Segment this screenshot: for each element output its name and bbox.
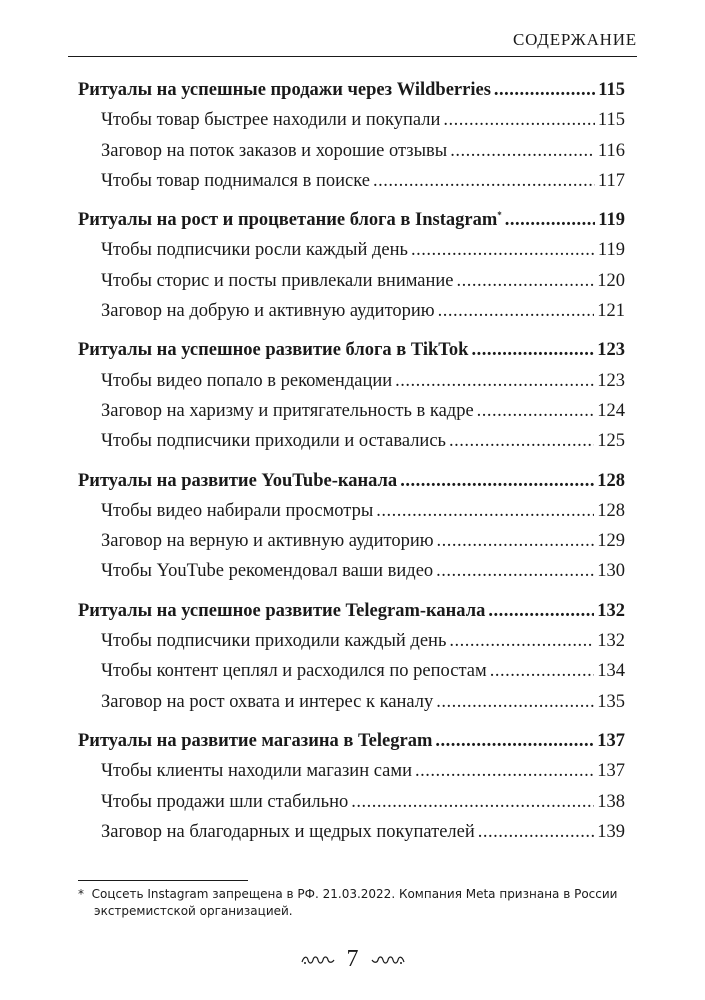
entry-title: Чтобы клиенты находили магазин сами: [101, 761, 412, 782]
dot-leader: [435, 726, 594, 756]
entry-page: 125: [597, 431, 625, 452]
chapter-page: 115: [598, 80, 625, 100]
entry-title: Чтобы видео попало в рекомендации: [101, 370, 393, 391]
toc-entry[interactable]: [78, 105, 625, 135]
chapter-page: 128: [597, 470, 625, 491]
entry-page: 123: [597, 370, 625, 391]
flourish-left-icon: [301, 954, 335, 966]
toc-entry[interactable]: [78, 756, 625, 786]
toc-chapter-entry[interactable]: [78, 205, 625, 235]
table-of-contents: [78, 75, 625, 856]
dot-leader: [373, 166, 595, 196]
dot-leader: [488, 596, 594, 626]
footnote-rule: [78, 880, 248, 881]
dot-leader: [437, 526, 595, 556]
toc-entry[interactable]: [78, 556, 625, 586]
toc-chapter-entry[interactable]: [78, 596, 625, 626]
entry-page: 116: [597, 140, 625, 161]
toc-entry[interactable]: [78, 687, 625, 717]
toc-section: [78, 726, 625, 847]
entry-page: 115: [597, 110, 625, 131]
toc-entry[interactable]: [78, 296, 625, 326]
running-title: СОДЕРЖАНИЕ: [512, 30, 637, 49]
entry-page: 119: [597, 240, 625, 261]
toc-section: [78, 466, 625, 587]
header-rule: [68, 56, 637, 57]
entry-title: Заговор на благодарных и щедрых покупателей: [101, 821, 475, 842]
dot-leader: [449, 626, 594, 656]
entry-title: Чтобы подписчики приходили и оставались: [101, 431, 446, 452]
toc-entry[interactable]: [78, 526, 625, 556]
chapter-title: Ритуалы на успешные продажи через Wildberries: [78, 80, 491, 100]
dot-leader: [443, 105, 595, 135]
entry-title: Заговор на харизму и притягательность в кадре: [101, 400, 474, 421]
chapter-title: Ритуалы на развитие магазина в Telegram: [78, 730, 433, 751]
entry-title: Заговор на поток заказов и хорошие отзывы: [101, 140, 448, 161]
entry-title: Заговор на добрую и активную аудиторию: [101, 301, 435, 322]
chapter-page: 132: [597, 600, 625, 621]
entry-page: 129: [597, 531, 625, 552]
toc-entry[interactable]: [78, 787, 625, 817]
toc-chapter-entry[interactable]: [78, 466, 625, 496]
dot-leader: [376, 496, 594, 526]
toc-entry[interactable]: [78, 817, 625, 847]
entry-title: Чтобы YouTube рекомендовал ваши видео: [101, 561, 434, 582]
entry-title: Чтобы продажи шли стабильно: [101, 791, 349, 812]
entry-title: Чтобы подписчики росли каждый день: [101, 240, 408, 261]
toc-entry[interactable]: [78, 426, 625, 456]
toc-section: [78, 75, 625, 196]
chapter-page: 119: [598, 210, 625, 231]
dot-leader: [457, 266, 595, 296]
page-number: 7: [346, 946, 359, 972]
toc-chapter-entry[interactable]: [78, 75, 625, 105]
chapter-title: Ритуалы на успешное развитие Telegram-канала: [78, 600, 486, 621]
entry-page: 135: [597, 691, 625, 712]
flourish-right-icon: [371, 954, 405, 966]
dot-leader: [478, 817, 595, 847]
entry-page: 117: [597, 170, 625, 191]
toc-section: [78, 205, 625, 326]
chapter-title-wrap: [78, 205, 502, 235]
dot-leader: [415, 756, 594, 786]
dot-leader: [411, 235, 595, 265]
dot-leader: [395, 366, 594, 396]
dot-leader: [450, 136, 595, 166]
dot-leader: [436, 687, 594, 717]
dot-leader: [490, 656, 595, 686]
page-footer: [0, 946, 705, 973]
dot-leader: [477, 396, 595, 426]
entry-title: Чтобы товар поднимался в поиске: [101, 170, 370, 191]
entry-page: 138: [597, 791, 625, 812]
dot-leader: [494, 75, 595, 105]
entry-title: Заговор на рост охвата и интерес к каналу: [101, 691, 434, 712]
entry-page: 124: [597, 400, 625, 421]
entry-title: Чтобы видео набирали просмотры: [101, 500, 374, 521]
toc-section: [78, 335, 625, 456]
dot-leader: [400, 466, 594, 496]
chapter-page: 123: [597, 340, 625, 361]
entry-title: Чтобы контент цеплял и расходился по репостам: [101, 661, 487, 682]
footnote-marker: *: [497, 210, 502, 221]
toc-chapter-entry[interactable]: [78, 726, 625, 756]
footnote-marker: *: [78, 887, 84, 901]
entry-page: 132: [597, 631, 625, 652]
entry-page: 121: [597, 301, 625, 322]
entry-page: 134: [597, 661, 625, 682]
entry-page: 137: [597, 761, 625, 782]
entry-page: 139: [597, 821, 625, 842]
dot-leader: [438, 296, 595, 326]
toc-entry[interactable]: [78, 396, 625, 426]
toc-entry[interactable]: [78, 366, 625, 396]
toc-entry[interactable]: [78, 266, 625, 296]
entry-title: Чтобы товар быстрее находили и покупали: [101, 110, 441, 131]
entry-title: Заговор на верную и активную аудиторию: [101, 531, 434, 552]
entry-page: 128: [597, 500, 625, 521]
toc-entry[interactable]: [78, 166, 625, 196]
dot-leader: [449, 426, 594, 456]
toc-entry[interactable]: [78, 656, 625, 686]
chapter-title: Ритуалы на успешное развитие блога в TikTok: [78, 340, 469, 361]
dot-leader: [351, 787, 594, 817]
entry-title: Чтобы сторис и посты привлекали внимание: [101, 270, 454, 291]
entry-title: Чтобы подписчики приходили каждый день: [101, 631, 447, 652]
toc-entry[interactable]: [78, 235, 625, 265]
toc-entry[interactable]: [78, 626, 625, 656]
chapter-title: Ритуалы на развитие YouTube-канала: [78, 470, 398, 491]
toc-entry[interactable]: [78, 136, 625, 166]
toc-section: [78, 596, 625, 717]
dot-leader: [505, 205, 596, 235]
footnote: [78, 886, 641, 920]
toc-entry[interactable]: [78, 496, 625, 526]
entry-page: 130: [597, 561, 625, 582]
entry-page: 120: [597, 270, 625, 291]
chapter-title: Ритуалы на рост и процветание блога в Instagram: [78, 210, 498, 231]
toc-chapter-entry[interactable]: [78, 335, 625, 365]
footnote-text: Соцсеть Instagram запрещена в РФ. 21.03.2022. Компания Meta признана в России экстремистской организацией.: [91, 887, 618, 918]
dot-leader: [471, 335, 594, 365]
dot-leader: [436, 556, 594, 586]
chapter-page: 137: [597, 730, 625, 751]
